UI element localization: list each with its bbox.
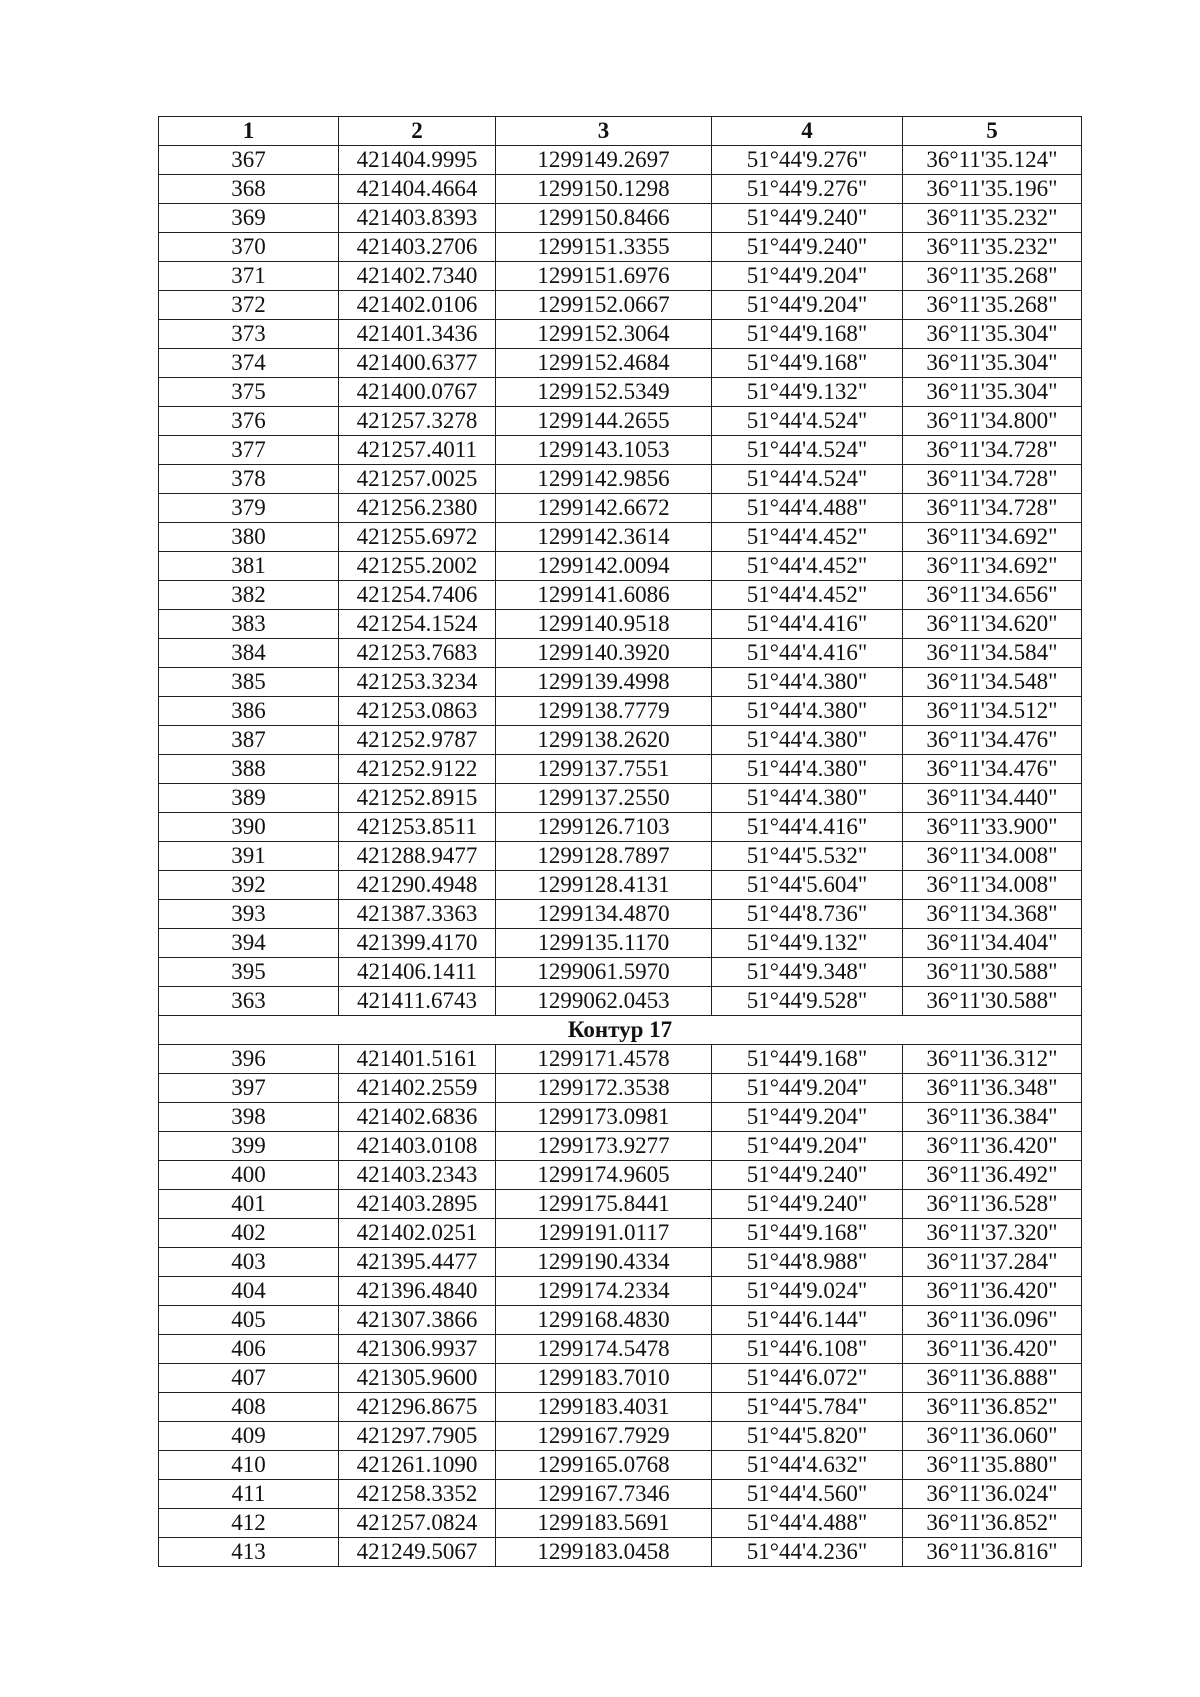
table-row — [159, 958, 1082, 987]
longitude-cell: 36°11'35.304" — [903, 349, 1082, 378]
longitude-cell: 36°11'34.728" — [903, 465, 1082, 494]
longitude-cell: 36°11'34.728" — [903, 436, 1082, 465]
y-coordinate-cell: 1299128.4131 — [496, 871, 712, 900]
latitude-cell: 51°44'6.144" — [712, 1306, 903, 1335]
y-coordinate-cell: 1299174.5478 — [496, 1335, 712, 1364]
column-header-4: 4 — [712, 117, 903, 146]
y-coordinate-cell: 1299183.0458 — [496, 1538, 712, 1567]
x-coordinate-cell: 421252.8915 — [339, 784, 496, 813]
x-coordinate-cell: 421257.3278 — [339, 407, 496, 436]
x-coordinate-cell: 421402.0251 — [339, 1219, 496, 1248]
y-coordinate-cell: 1299137.2550 — [496, 784, 712, 813]
y-coordinate-cell: 1299142.9856 — [496, 465, 712, 494]
table-row — [159, 639, 1082, 668]
longitude-cell: 36°11'35.268" — [903, 291, 1082, 320]
column-header-2: 2 — [339, 117, 496, 146]
latitude-cell: 51°44'4.416" — [712, 813, 903, 842]
x-coordinate-cell: 421257.4011 — [339, 436, 496, 465]
table-row — [159, 871, 1082, 900]
longitude-cell: 36°11'34.548" — [903, 668, 1082, 697]
x-coordinate-cell: 421253.3234 — [339, 668, 496, 697]
y-coordinate-cell: 1299142.6672 — [496, 494, 712, 523]
longitude-cell: 36°11'36.060" — [903, 1422, 1082, 1451]
longitude-cell: 36°11'35.268" — [903, 262, 1082, 291]
point-number-cell: 409 — [159, 1422, 339, 1451]
x-coordinate-cell: 421403.2343 — [339, 1161, 496, 1190]
x-coordinate-cell: 421252.9122 — [339, 755, 496, 784]
latitude-cell: 51°44'4.380" — [712, 784, 903, 813]
point-number-cell: 370 — [159, 233, 339, 262]
point-number-cell: 377 — [159, 436, 339, 465]
y-coordinate-cell: 1299190.4334 — [496, 1248, 712, 1277]
latitude-cell: 51°44'9.168" — [712, 1219, 903, 1248]
longitude-cell: 36°11'34.692" — [903, 552, 1082, 581]
latitude-cell: 51°44'4.380" — [712, 755, 903, 784]
latitude-cell: 51°44'9.204" — [712, 1074, 903, 1103]
latitude-cell: 51°44'5.604" — [712, 871, 903, 900]
latitude-cell: 51°44'4.524" — [712, 407, 903, 436]
x-coordinate-cell: 421288.9477 — [339, 842, 496, 871]
x-coordinate-cell: 421306.9937 — [339, 1335, 496, 1364]
latitude-cell: 51°44'4.380" — [712, 726, 903, 755]
latitude-cell: 51°44'4.632" — [712, 1451, 903, 1480]
x-coordinate-cell: 421305.9600 — [339, 1364, 496, 1393]
point-number-cell: 394 — [159, 929, 339, 958]
y-coordinate-cell: 1299062.0453 — [496, 987, 712, 1016]
longitude-cell: 36°11'30.588" — [903, 987, 1082, 1016]
table-row — [159, 465, 1082, 494]
column-header-5: 5 — [903, 117, 1082, 146]
y-coordinate-cell: 1299152.5349 — [496, 378, 712, 407]
y-coordinate-cell: 1299140.3920 — [496, 639, 712, 668]
latitude-cell: 51°44'9.168" — [712, 349, 903, 378]
x-coordinate-cell: 421290.4948 — [339, 871, 496, 900]
point-number-cell: 410 — [159, 1451, 339, 1480]
table-row — [159, 1306, 1082, 1335]
x-coordinate-cell: 421404.4664 — [339, 175, 496, 204]
y-coordinate-cell: 1299135.1170 — [496, 929, 712, 958]
longitude-cell: 36°11'37.284" — [903, 1248, 1082, 1277]
table-row — [159, 668, 1082, 697]
x-coordinate-cell: 421387.3363 — [339, 900, 496, 929]
y-coordinate-cell: 1299150.1298 — [496, 175, 712, 204]
latitude-cell: 51°44'9.204" — [712, 262, 903, 291]
y-coordinate-cell: 1299142.0094 — [496, 552, 712, 581]
x-coordinate-cell: 421253.0863 — [339, 697, 496, 726]
x-coordinate-cell: 421403.0108 — [339, 1132, 496, 1161]
y-coordinate-cell: 1299171.4578 — [496, 1045, 712, 1074]
longitude-cell: 36°11'36.024" — [903, 1480, 1082, 1509]
latitude-cell: 51°44'8.736" — [712, 900, 903, 929]
latitude-cell: 51°44'4.416" — [712, 610, 903, 639]
latitude-cell: 51°44'4.380" — [712, 668, 903, 697]
latitude-cell: 51°44'4.452" — [712, 552, 903, 581]
point-number-cell: 390 — [159, 813, 339, 842]
x-coordinate-cell: 421400.0767 — [339, 378, 496, 407]
y-coordinate-cell: 1299183.5691 — [496, 1509, 712, 1538]
latitude-cell: 51°44'4.416" — [712, 639, 903, 668]
point-number-cell: 383 — [159, 610, 339, 639]
x-coordinate-cell: 421402.0106 — [339, 291, 496, 320]
table-body — [159, 146, 1082, 1567]
table-row — [159, 349, 1082, 378]
latitude-cell: 51°44'5.532" — [712, 842, 903, 871]
longitude-cell: 36°11'34.404" — [903, 929, 1082, 958]
latitude-cell: 51°44'4.236" — [712, 1538, 903, 1567]
x-coordinate-cell: 421253.8511 — [339, 813, 496, 842]
longitude-cell: 36°11'36.852" — [903, 1393, 1082, 1422]
table-row — [159, 1132, 1082, 1161]
section-row — [159, 1016, 1082, 1045]
y-coordinate-cell: 1299174.2334 — [496, 1277, 712, 1306]
table-row — [159, 1074, 1082, 1103]
latitude-cell: 51°44'9.024" — [712, 1277, 903, 1306]
table-row — [159, 523, 1082, 552]
x-coordinate-cell: 421395.4477 — [339, 1248, 496, 1277]
x-coordinate-cell: 421400.6377 — [339, 349, 496, 378]
table-row — [159, 581, 1082, 610]
y-coordinate-cell: 1299138.2620 — [496, 726, 712, 755]
table-row — [159, 987, 1082, 1016]
column-header-3: 3 — [496, 117, 712, 146]
table-row — [159, 1509, 1082, 1538]
latitude-cell: 51°44'6.108" — [712, 1335, 903, 1364]
table-row — [159, 1422, 1082, 1451]
point-number-cell: 388 — [159, 755, 339, 784]
latitude-cell: 51°44'9.168" — [712, 1045, 903, 1074]
longitude-cell: 36°11'36.852" — [903, 1509, 1082, 1538]
y-coordinate-cell: 1299167.7929 — [496, 1422, 712, 1451]
longitude-cell: 36°11'35.304" — [903, 320, 1082, 349]
longitude-cell: 36°11'34.476" — [903, 726, 1082, 755]
x-coordinate-cell: 421401.5161 — [339, 1045, 496, 1074]
x-coordinate-cell: 421402.2559 — [339, 1074, 496, 1103]
longitude-cell: 36°11'30.588" — [903, 958, 1082, 987]
x-coordinate-cell: 421257.0824 — [339, 1509, 496, 1538]
point-number-cell: 367 — [159, 146, 339, 175]
longitude-cell: 36°11'36.888" — [903, 1364, 1082, 1393]
table-row — [159, 1364, 1082, 1393]
table-row — [159, 1219, 1082, 1248]
table-row — [159, 262, 1082, 291]
table-row — [159, 610, 1082, 639]
y-coordinate-cell: 1299191.0117 — [496, 1219, 712, 1248]
longitude-cell: 36°11'35.124" — [903, 146, 1082, 175]
longitude-cell: 36°11'35.232" — [903, 233, 1082, 262]
point-number-cell: 369 — [159, 204, 339, 233]
point-number-cell: 398 — [159, 1103, 339, 1132]
y-coordinate-cell: 1299143.1053 — [496, 436, 712, 465]
point-number-cell: 412 — [159, 1509, 339, 1538]
longitude-cell: 36°11'34.800" — [903, 407, 1082, 436]
point-number-cell: 402 — [159, 1219, 339, 1248]
x-coordinate-cell: 421253.7683 — [339, 639, 496, 668]
point-number-cell: 413 — [159, 1538, 339, 1567]
table-row — [159, 813, 1082, 842]
y-coordinate-cell: 1299137.7551 — [496, 755, 712, 784]
column-header-1: 1 — [159, 117, 339, 146]
point-number-cell: 391 — [159, 842, 339, 871]
point-number-cell: 393 — [159, 900, 339, 929]
table-row — [159, 552, 1082, 581]
latitude-cell: 51°44'9.168" — [712, 320, 903, 349]
point-number-cell: 375 — [159, 378, 339, 407]
x-coordinate-cell: 421261.1090 — [339, 1451, 496, 1480]
longitude-cell: 36°11'35.196" — [903, 175, 1082, 204]
table-row — [159, 378, 1082, 407]
longitude-cell: 36°11'36.528" — [903, 1190, 1082, 1219]
x-coordinate-cell: 421256.2380 — [339, 494, 496, 523]
y-coordinate-cell: 1299144.2655 — [496, 407, 712, 436]
latitude-cell: 51°44'9.204" — [712, 291, 903, 320]
x-coordinate-cell: 421255.2002 — [339, 552, 496, 581]
point-number-cell: 395 — [159, 958, 339, 987]
table-row — [159, 1277, 1082, 1306]
section-title: Контур 17 — [159, 1016, 1082, 1045]
latitude-cell: 51°44'9.204" — [712, 1103, 903, 1132]
point-number-cell: 401 — [159, 1190, 339, 1219]
x-coordinate-cell: 421254.7406 — [339, 581, 496, 610]
latitude-cell: 51°44'5.784" — [712, 1393, 903, 1422]
table-row — [159, 1480, 1082, 1509]
x-coordinate-cell: 421252.9787 — [339, 726, 496, 755]
point-number-cell: 374 — [159, 349, 339, 378]
longitude-cell: 36°11'36.420" — [903, 1335, 1082, 1364]
latitude-cell: 51°44'9.132" — [712, 378, 903, 407]
table-row — [159, 175, 1082, 204]
longitude-cell: 36°11'36.816" — [903, 1538, 1082, 1567]
y-coordinate-cell: 1299149.2697 — [496, 146, 712, 175]
point-number-cell: 380 — [159, 523, 339, 552]
y-coordinate-cell: 1299141.6086 — [496, 581, 712, 610]
latitude-cell: 51°44'9.240" — [712, 1190, 903, 1219]
longitude-cell: 36°11'36.384" — [903, 1103, 1082, 1132]
y-coordinate-cell: 1299172.3538 — [496, 1074, 712, 1103]
latitude-cell: 51°44'4.452" — [712, 523, 903, 552]
x-coordinate-cell: 421404.9995 — [339, 146, 496, 175]
longitude-cell: 36°11'35.304" — [903, 378, 1082, 407]
longitude-cell: 36°11'37.320" — [903, 1219, 1082, 1248]
x-coordinate-cell: 421399.4170 — [339, 929, 496, 958]
point-number-cell: 371 — [159, 262, 339, 291]
table-row — [159, 436, 1082, 465]
longitude-cell: 36°11'34.620" — [903, 610, 1082, 639]
latitude-cell: 51°44'9.276" — [712, 146, 903, 175]
y-coordinate-cell: 1299140.9518 — [496, 610, 712, 639]
latitude-cell: 51°44'4.524" — [712, 436, 903, 465]
table-row — [159, 1161, 1082, 1190]
y-coordinate-cell: 1299138.7779 — [496, 697, 712, 726]
longitude-cell: 36°11'34.692" — [903, 523, 1082, 552]
table-row — [159, 1045, 1082, 1074]
longitude-cell: 36°11'34.008" — [903, 842, 1082, 871]
point-number-cell: 373 — [159, 320, 339, 349]
point-number-cell: 399 — [159, 1132, 339, 1161]
y-coordinate-cell: 1299061.5970 — [496, 958, 712, 987]
latitude-cell: 51°44'4.488" — [712, 1509, 903, 1538]
latitude-cell: 51°44'9.204" — [712, 1132, 903, 1161]
table-row — [159, 494, 1082, 523]
longitude-cell: 36°11'36.492" — [903, 1161, 1082, 1190]
x-coordinate-cell: 421254.1524 — [339, 610, 496, 639]
point-number-cell: 404 — [159, 1277, 339, 1306]
x-coordinate-cell: 421258.3352 — [339, 1480, 496, 1509]
x-coordinate-cell: 421403.2706 — [339, 233, 496, 262]
x-coordinate-cell: 421396.4840 — [339, 1277, 496, 1306]
x-coordinate-cell: 421402.7340 — [339, 262, 496, 291]
table-row — [159, 784, 1082, 813]
point-number-cell: 411 — [159, 1480, 339, 1509]
point-number-cell: 368 — [159, 175, 339, 204]
point-number-cell: 363 — [159, 987, 339, 1016]
longitude-cell: 36°11'35.232" — [903, 204, 1082, 233]
x-coordinate-cell: 421297.7905 — [339, 1422, 496, 1451]
latitude-cell: 51°44'4.488" — [712, 494, 903, 523]
y-coordinate-cell: 1299152.3064 — [496, 320, 712, 349]
point-number-cell: 400 — [159, 1161, 339, 1190]
x-coordinate-cell: 421257.0025 — [339, 465, 496, 494]
point-number-cell: 376 — [159, 407, 339, 436]
y-coordinate-cell: 1299174.9605 — [496, 1161, 712, 1190]
x-coordinate-cell: 421401.3436 — [339, 320, 496, 349]
latitude-cell: 51°44'9.348" — [712, 958, 903, 987]
longitude-cell: 36°11'33.900" — [903, 813, 1082, 842]
latitude-cell: 51°44'4.380" — [712, 697, 903, 726]
y-coordinate-cell: 1299126.7103 — [496, 813, 712, 842]
x-coordinate-cell: 421296.8675 — [339, 1393, 496, 1422]
point-number-cell: 387 — [159, 726, 339, 755]
latitude-cell: 51°44'4.452" — [712, 581, 903, 610]
y-coordinate-cell: 1299128.7897 — [496, 842, 712, 871]
table-row — [159, 1451, 1082, 1480]
table-row — [159, 1335, 1082, 1364]
x-coordinate-cell: 421403.2895 — [339, 1190, 496, 1219]
x-coordinate-cell: 421402.6836 — [339, 1103, 496, 1132]
y-coordinate-cell: 1299151.3355 — [496, 233, 712, 262]
table-row — [159, 204, 1082, 233]
table-row — [159, 726, 1082, 755]
table-row — [159, 146, 1082, 175]
y-coordinate-cell: 1299134.4870 — [496, 900, 712, 929]
longitude-cell: 36°11'36.348" — [903, 1074, 1082, 1103]
point-number-cell: 392 — [159, 871, 339, 900]
y-coordinate-cell: 1299151.6976 — [496, 262, 712, 291]
longitude-cell: 36°11'36.312" — [903, 1045, 1082, 1074]
table-row — [159, 320, 1082, 349]
point-number-cell: 389 — [159, 784, 339, 813]
point-number-cell: 382 — [159, 581, 339, 610]
longitude-cell: 36°11'34.728" — [903, 494, 1082, 523]
latitude-cell: 51°44'4.524" — [712, 465, 903, 494]
y-coordinate-cell: 1299152.4684 — [496, 349, 712, 378]
point-number-cell: 384 — [159, 639, 339, 668]
table-row — [159, 1190, 1082, 1219]
y-coordinate-cell: 1299175.8441 — [496, 1190, 712, 1219]
longitude-cell: 36°11'34.368" — [903, 900, 1082, 929]
latitude-cell: 51°44'9.240" — [712, 1161, 903, 1190]
latitude-cell: 51°44'5.820" — [712, 1422, 903, 1451]
table-row — [159, 755, 1082, 784]
latitude-cell: 51°44'6.072" — [712, 1364, 903, 1393]
longitude-cell: 36°11'34.476" — [903, 755, 1082, 784]
longitude-cell: 36°11'34.008" — [903, 871, 1082, 900]
y-coordinate-cell: 1299139.4998 — [496, 668, 712, 697]
point-number-cell: 396 — [159, 1045, 339, 1074]
header-row — [159, 117, 1082, 146]
point-number-cell: 379 — [159, 494, 339, 523]
table-row — [159, 1103, 1082, 1132]
point-number-cell: 406 — [159, 1335, 339, 1364]
latitude-cell: 51°44'9.132" — [712, 929, 903, 958]
table-row — [159, 697, 1082, 726]
x-coordinate-cell: 421406.1411 — [339, 958, 496, 987]
latitude-cell: 51°44'8.988" — [712, 1248, 903, 1277]
y-coordinate-cell: 1299142.3614 — [496, 523, 712, 552]
point-number-cell: 386 — [159, 697, 339, 726]
latitude-cell: 51°44'9.240" — [712, 204, 903, 233]
table-row — [159, 1538, 1082, 1567]
y-coordinate-cell: 1299173.9277 — [496, 1132, 712, 1161]
x-coordinate-cell: 421411.6743 — [339, 987, 496, 1016]
longitude-cell: 36°11'35.880" — [903, 1451, 1082, 1480]
point-number-cell: 372 — [159, 291, 339, 320]
point-number-cell: 385 — [159, 668, 339, 697]
point-number-cell: 378 — [159, 465, 339, 494]
latitude-cell: 51°44'9.240" — [712, 233, 903, 262]
coordinates-table — [158, 116, 1082, 1567]
table-row — [159, 842, 1082, 871]
table-row — [159, 233, 1082, 262]
longitude-cell: 36°11'36.096" — [903, 1306, 1082, 1335]
y-coordinate-cell: 1299167.7346 — [496, 1480, 712, 1509]
point-number-cell: 408 — [159, 1393, 339, 1422]
y-coordinate-cell: 1299150.8466 — [496, 204, 712, 233]
y-coordinate-cell: 1299183.4031 — [496, 1393, 712, 1422]
table-row — [159, 1248, 1082, 1277]
y-coordinate-cell: 1299168.4830 — [496, 1306, 712, 1335]
longitude-cell: 36°11'34.656" — [903, 581, 1082, 610]
latitude-cell: 51°44'9.528" — [712, 987, 903, 1016]
longitude-cell: 36°11'36.420" — [903, 1277, 1082, 1306]
y-coordinate-cell: 1299152.0667 — [496, 291, 712, 320]
point-number-cell: 397 — [159, 1074, 339, 1103]
y-coordinate-cell: 1299173.0981 — [496, 1103, 712, 1132]
point-number-cell: 381 — [159, 552, 339, 581]
table-row — [159, 407, 1082, 436]
longitude-cell: 36°11'34.512" — [903, 697, 1082, 726]
x-coordinate-cell: 421403.8393 — [339, 204, 496, 233]
point-number-cell: 403 — [159, 1248, 339, 1277]
latitude-cell: 51°44'4.560" — [712, 1480, 903, 1509]
longitude-cell: 36°11'36.420" — [903, 1132, 1082, 1161]
point-number-cell: 405 — [159, 1306, 339, 1335]
y-coordinate-cell: 1299165.0768 — [496, 1451, 712, 1480]
table-row — [159, 900, 1082, 929]
table-row — [159, 1393, 1082, 1422]
x-coordinate-cell: 421255.6972 — [339, 523, 496, 552]
latitude-cell: 51°44'9.276" — [712, 175, 903, 204]
x-coordinate-cell: 421249.5067 — [339, 1538, 496, 1567]
table-row — [159, 929, 1082, 958]
point-number-cell: 407 — [159, 1364, 339, 1393]
longitude-cell: 36°11'34.584" — [903, 639, 1082, 668]
x-coordinate-cell: 421307.3866 — [339, 1306, 496, 1335]
y-coordinate-cell: 1299183.7010 — [496, 1364, 712, 1393]
table-row — [159, 291, 1082, 320]
longitude-cell: 36°11'34.440" — [903, 784, 1082, 813]
